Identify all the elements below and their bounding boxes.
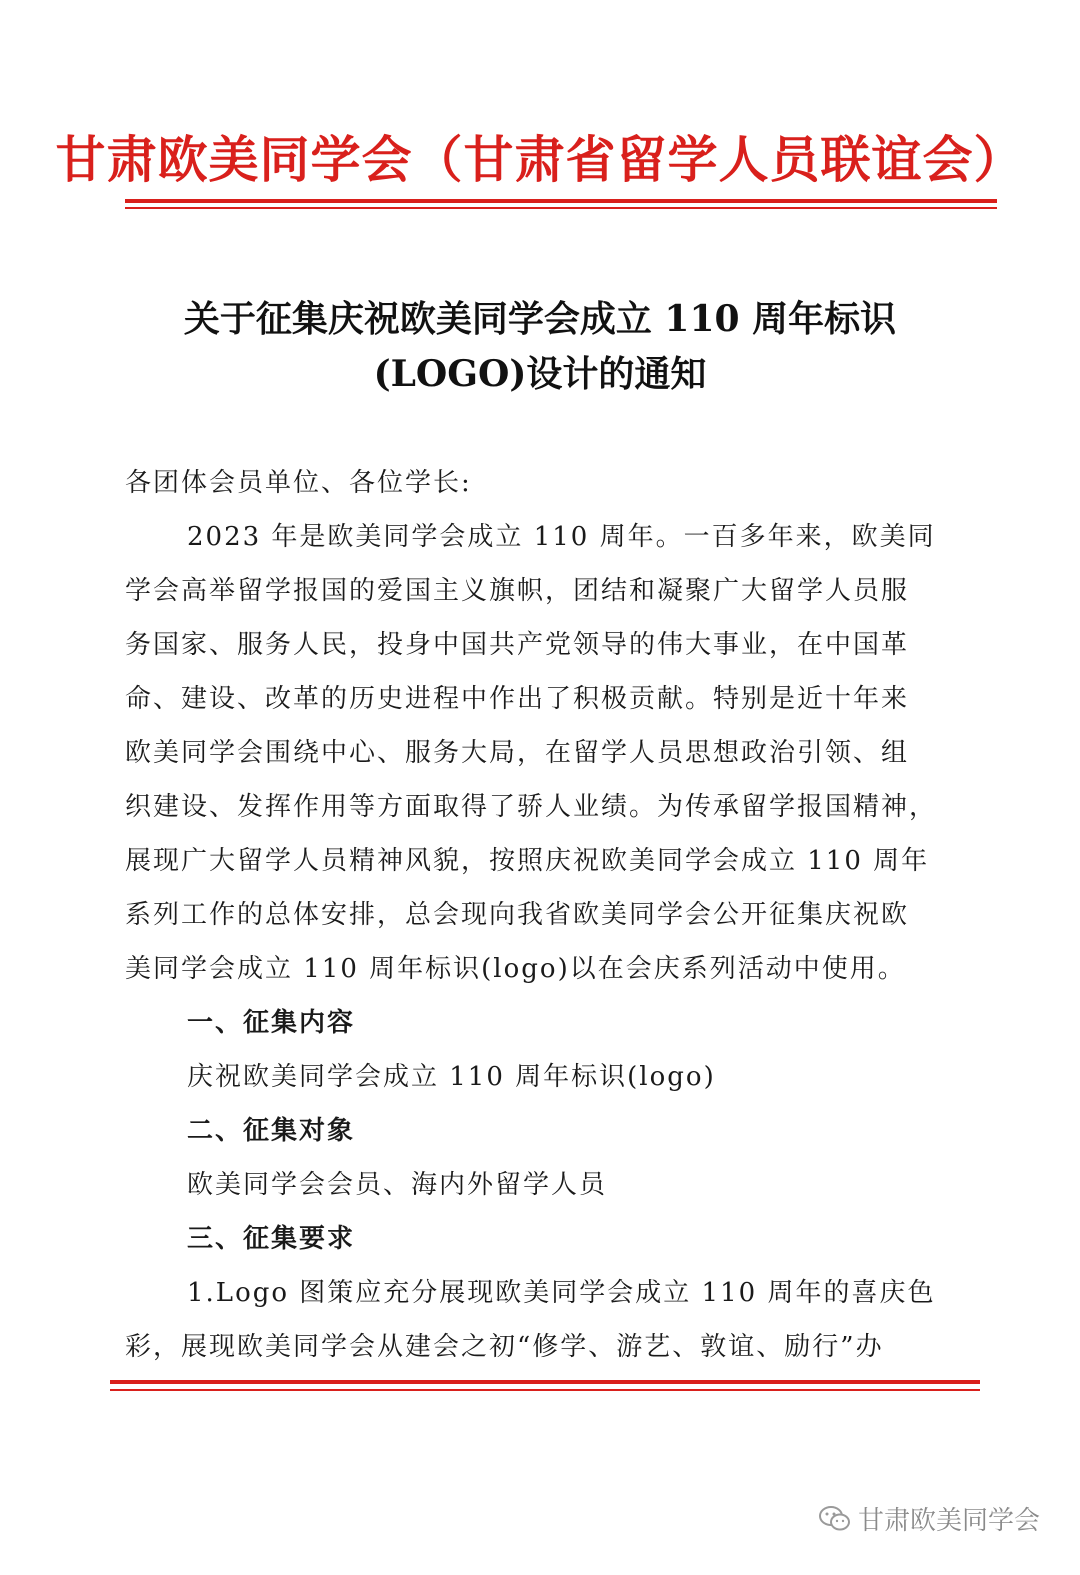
paragraph-line: 欧美同学会围绕中心、服务大局，在留学人员思想政治引领、组: [125, 738, 910, 768]
document-title-line-1: 关于征集庆祝欧美同学会成立 110 周年标识: [183, 298, 897, 340]
watermark: [818, 1500, 1040, 1537]
footer-rule-thick: [110, 1380, 980, 1384]
letterhead-title: 甘肃欧美同学会（甘肃省留学人员联谊会）: [55, 130, 1025, 189]
paragraph-line: 织建设、发挥作用等方面取得了骄人业绩。为传承留学报国精神，: [125, 792, 938, 822]
requirements-line: 彩，展现欧美同学会从建会之初“修学、游艺、敦谊、励行”办: [125, 1332, 884, 1362]
paragraph-line: 学会高举留学报国的爱国主义旗帜，团结和凝聚广大留学人员服: [125, 576, 910, 606]
requirements-line: 1.Logo 图策应充分展现欧美同学会成立 110 周年的喜庆色: [187, 1278, 936, 1308]
section-text-content: 庆祝欧美同学会成立 110 周年标识(logo): [187, 1062, 716, 1092]
paragraph-line: 系列工作的总体安排，总会现向我省欧美同学会公开征集庆祝欧: [125, 900, 910, 930]
document-title-line-2: (LOGO)设计的通知: [373, 353, 707, 395]
paragraph-line: 2023 年是欧美同学会成立 110 周年。一百多年来，欧美同: [187, 522, 936, 552]
salutation: 各团体会员单位、各位学长:: [125, 468, 472, 498]
watermark-label: 甘肃欧美同学会: [857, 1506, 1040, 1536]
letterhead-rule-thick: [125, 199, 997, 203]
footer-rule-thin: [110, 1389, 980, 1391]
section-heading-content: 一、征集内容: [187, 1008, 356, 1038]
wechat-icon: [818, 1504, 852, 1534]
paragraph-line: 展现广大留学人员精神风貌，按照庆祝欧美同学会成立 110 周年: [125, 846, 930, 876]
paragraph-line: 美同学会成立 110 周年标识(logo)以在会庆系列活动中使用。: [125, 954, 906, 984]
paragraph-line: 务国家、服务人民，投身中国共产党领导的伟大事业，在中国革: [125, 630, 910, 660]
paragraph-line: 命、建设、改革的历史进程中作出了积极贡献。特别是近十年来: [125, 684, 910, 714]
section-text-target: 欧美同学会会员、海内外留学人员: [187, 1170, 608, 1200]
section-heading-requirements: 三、征集要求: [187, 1224, 356, 1254]
section-heading-target: 二、征集对象: [187, 1116, 356, 1146]
letterhead-rule-thin: [125, 207, 997, 209]
